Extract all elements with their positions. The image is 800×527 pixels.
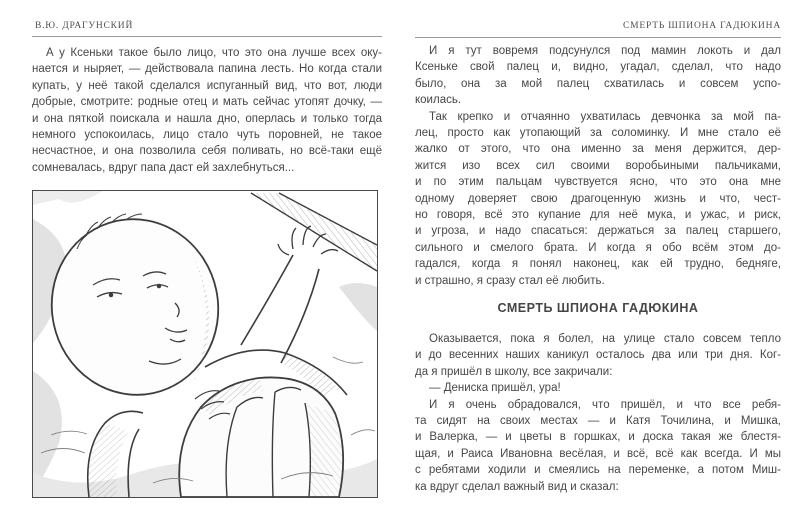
text-line: с ребятами ходили и смеялись на переменке, а потом Миш- bbox=[415, 464, 781, 477]
header-rule-right bbox=[415, 37, 781, 38]
text-line: нается и ныряет, — действовала папина лесть. Но когда стали bbox=[32, 63, 382, 76]
text-line: — Дениска пришёл, ура! bbox=[429, 382, 561, 395]
text-line: несчастное, и она позволила себя поливать, но всё-таки ещё bbox=[32, 145, 382, 158]
text-line: и угроза, и надо спасаться: держаться за палец старшего, bbox=[415, 225, 781, 238]
text-line: купать, у неё такой сделался испуганный вид, что вот, люди bbox=[32, 79, 382, 92]
text-line: и по этим пальцам чувствуется ясно, что это она мне bbox=[415, 176, 781, 189]
text-line: было, она за мой палец схватилась и совсем успо- bbox=[415, 77, 781, 90]
body-text-right-bottom bbox=[415, 331, 781, 495]
baby-head bbox=[36, 204, 235, 411]
illustration-frame bbox=[32, 190, 378, 498]
running-head-author: В.Ю. ДРАГУНСКИЙ bbox=[35, 21, 134, 31]
text-line: немного успокоилась, лицо стало чуть поровней, не такое bbox=[32, 129, 382, 142]
text-line: коилась. bbox=[415, 94, 462, 107]
water-wash bbox=[339, 283, 377, 331]
text-line: Ксеньке свой палец и, видно, угадал, сделал, что надо bbox=[415, 61, 781, 74]
text-line: лец, просто как утопающий за соломинку. И мне стало её bbox=[415, 127, 781, 140]
text-line: И я очень обрадовался, что пришёл, и что все ребя- bbox=[429, 398, 781, 411]
text-line: жалко от этого, что она именно за меня держится, дер- bbox=[415, 143, 781, 156]
baby-body bbox=[205, 255, 347, 395]
text-line: но говоря, всё это купание для неё мука, и ужас, и риск, bbox=[415, 209, 781, 222]
body-text-right-top bbox=[415, 43, 781, 289]
text-line: жится изо всех сил своими воробьиными пальчиками, bbox=[415, 159, 781, 172]
text-line: Оказывается, пока я болел, на улице стало совсем тепло bbox=[429, 333, 781, 345]
header-rule-left bbox=[32, 36, 382, 37]
text-line: гадался, когда я понял наконец, как ей трудно, бедняге, bbox=[415, 258, 781, 271]
adult-hand bbox=[179, 377, 343, 497]
text-line: та сидят на своих местах — и Катя Точилина, и Мишка, bbox=[415, 415, 781, 428]
water-wash bbox=[33, 371, 62, 491]
text-line: одному доверяет свою драгоценную жизнь и что, чест- bbox=[415, 192, 781, 205]
text-line: сильного и смелого брата. И когда я обо всём этом до- bbox=[415, 241, 781, 254]
text-line: И я тут вовремя подсунулся под мамин локоть и дал bbox=[429, 45, 781, 57]
text-line: Так крепко и отчаянно ухватилась девчонка за мой па- bbox=[429, 110, 781, 123]
chapter-heading: СМЕРТЬ ШПИОНА ГАДЮКИНА bbox=[497, 301, 699, 315]
bathtub-edge-shading bbox=[251, 193, 377, 271]
baby-bath-illustration bbox=[33, 191, 377, 497]
running-head-title: СМЕРТЬ ШПИОНА ГАДЮКИНА bbox=[623, 21, 781, 31]
text-line: сомневалась, вдруг папа даст ей захлебнуться... bbox=[32, 161, 295, 174]
body-text-left bbox=[32, 45, 382, 176]
text-line: да я пришёл в школу, все закричали: bbox=[415, 365, 613, 378]
text-line: А у Ксеньки такое было лицо, что это она лучше всех оку- bbox=[46, 47, 382, 59]
text-line: и она пяткой поискала и нашла дно, оперлась и только тогда bbox=[32, 112, 382, 125]
text-line: ка вдруг сделал важный вид и сказал: bbox=[415, 480, 619, 493]
text-line: и страшно, я сразу стал её любить. bbox=[415, 274, 605, 287]
text-line: и Валерка, — и цветы в горшках, и доска такая же блестя- bbox=[415, 431, 781, 444]
text-line: щая, и Раиса Ивановна весёлая, и всё, всё как всегда. И мы bbox=[415, 447, 781, 460]
right-page bbox=[400, 0, 800, 527]
text-line: добрые, смотрите: родные отец и мать сейчас утопят дочку, — bbox=[32, 96, 382, 109]
towel-wash bbox=[33, 191, 103, 205]
text-line: и до весенних наших каникул осталось два или три дня. Ког- bbox=[415, 349, 781, 362]
